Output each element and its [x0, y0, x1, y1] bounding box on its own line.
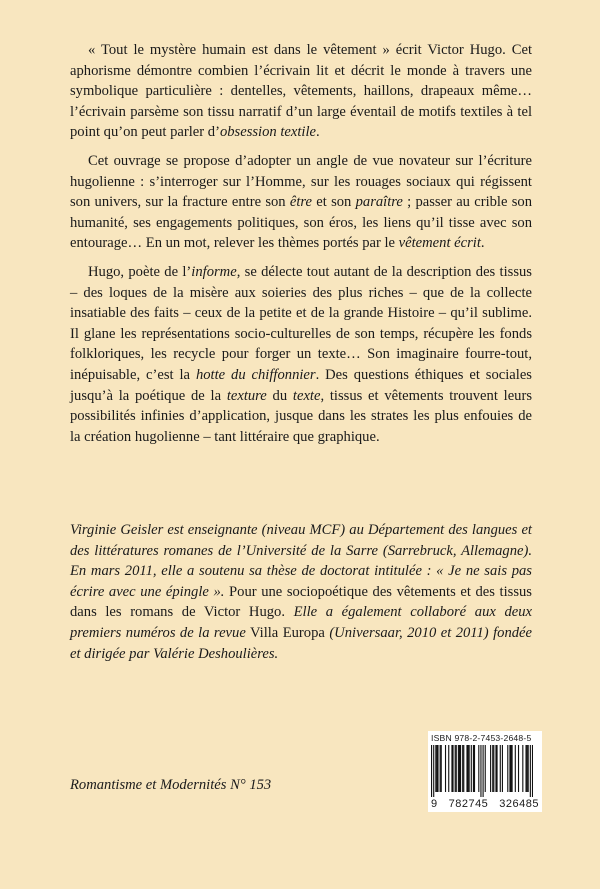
- barcode-bar: [480, 745, 481, 797]
- italic-run-5: vêtement écrit: [398, 235, 481, 252]
- barcode-bar: [458, 745, 459, 792]
- italic-run-5: texture: [226, 387, 267, 404]
- barcode-bar: [468, 745, 469, 792]
- italic-run-4: (Universaar, 2010 et 2011) fondée et dirigée par Valérie Deshoulières.: [70, 624, 533, 662]
- italic-run-1: informe: [191, 263, 237, 280]
- barcode-bar: [528, 745, 529, 792]
- barcode-bar: [460, 745, 461, 792]
- barcode-bar: [493, 745, 494, 792]
- barcode-bar: [441, 745, 442, 792]
- barcode-bar: [496, 745, 497, 792]
- italic-run-0: Virginie Geisler est enseignante (niveau MCF) au Département des langues et des littératures romanes de l’Université de la Sarre (Sarrebruck, Allemagne). En mars 2011, elle a soutenu sa thèse de doctorat intitulée : « Je ne sais pas écrire avec une épingle ».: [70, 522, 532, 600]
- text-run-0: Cet ouvrage se propose d’adopter un angle de vue novateur sur l’écriture hugolienne : s’interroger sur l’Homme, sur les rouages sociaux qui régissent son univers, sur la fracture entre son: [70, 152, 532, 211]
- text-run-4: . Des questions éthiques et sociales jusqu’à la poétique de la: [70, 366, 532, 404]
- barcode-bar: [525, 745, 526, 792]
- barcode-bar: [436, 745, 437, 792]
- ean-first-digit: 9: [431, 798, 438, 810]
- text-run-2: et son: [312, 194, 356, 211]
- barcode-bar: [530, 745, 531, 797]
- barcode-bar: [490, 745, 491, 792]
- italic-run-3: hotte du chiffonnier: [195, 366, 316, 383]
- barcode-bar: [527, 745, 528, 792]
- barcode-bar: [474, 745, 475, 792]
- text-run-8: , tissus et vêtements trouvent leurs possibilités infinies d’application, jusque dans les strates les plus enfouies de la création hugolienne – tant littéraire que graphique.: [70, 387, 533, 445]
- text-run-0: « Tout le mystère humain est dans le vêtement » écrit Victor Hugo. Cet aphorisme démontre combien l’écrivain lit et décrit le monde à travers une symbolique particulière : dentelles, vêtements, haillons, drapeaux même… l’écrivain parsème son tissu narratif d’un large éventail de motifs textiles à tel point qu’on peut parler d’: [70, 42, 532, 141]
- paragraph-3: [70, 262, 532, 447]
- barcode-bar: [469, 745, 470, 792]
- italic-run-3: paraître: [355, 194, 403, 211]
- barcode-bar: [518, 745, 519, 792]
- barcode-bar: [448, 745, 449, 792]
- text-run-0: Hugo, poète de l’: [88, 263, 192, 280]
- barcode-bar: [492, 745, 493, 792]
- ean-digits: [431, 798, 539, 810]
- barcode-bar: [452, 745, 453, 792]
- barcode-bar: [459, 745, 460, 792]
- paragraph-2: [70, 151, 532, 254]
- series-label: Romantisme et Modernités N° 153: [70, 777, 272, 793]
- barcode-bar: [471, 745, 472, 792]
- author-bio-text: [70, 520, 532, 664]
- paragraph-1: [70, 40, 532, 143]
- barcode-bar: [495, 745, 496, 792]
- barcode-bar: [485, 745, 486, 792]
- barcode-bar: [502, 745, 503, 792]
- barcode-bar: [473, 745, 474, 792]
- barcode-bar: [455, 745, 456, 792]
- isbn-label: ISBN 978-2-7453-2648-5: [431, 733, 532, 743]
- barcode-bar: [512, 745, 513, 792]
- barcode-bar: [437, 745, 438, 792]
- barcode-bar: [463, 745, 464, 792]
- barcode-bar: [440, 745, 441, 792]
- barcode-bar: [431, 745, 432, 797]
- text-run-3: Villa Europa: [245, 624, 330, 641]
- author-bio: [70, 520, 532, 664]
- barcode-bar: [456, 745, 457, 792]
- barcode-bar: [532, 745, 533, 797]
- ean-left-group: 782745: [448, 798, 489, 810]
- barcode-bar: [445, 745, 446, 792]
- barcode-bar: [483, 745, 484, 797]
- text-run-4: ; passer au crible son humanité, ses engagements politiques, son éros, les liens qu’il tisse avec son entourage… En un mot, relever les thèmes portés par le: [70, 194, 532, 252]
- barcode: [428, 731, 542, 812]
- barcode-bar: [522, 745, 523, 792]
- barcode-bar: [510, 745, 511, 792]
- blurb-text: [70, 40, 532, 455]
- italic-run-1: obsession textile: [219, 124, 317, 141]
- barcode-bar: [515, 745, 516, 792]
- text-run-2: .: [316, 124, 320, 141]
- text-run-1: Pour une sociopoétique des vêtements et des tissus dans les romans de Victor Hugo.: [70, 583, 532, 621]
- barcode-bar: [433, 745, 434, 797]
- barcode-bar: [451, 745, 452, 792]
- barcode-bar: [509, 745, 510, 792]
- italic-run-2: Elle a également collaboré aux deux premiers numéros de la revue: [70, 604, 533, 641]
- text-run-2: , se délecte tout autant de la description des tissus – des loques de la misère aux soieries des plus riches – que de la collecte insatiable des faits – ceux de la petite et de la grande Histoire – qu’il sublime. Il glane les représentations socio-culturelles de son temps, récupère les fonds folkloriques, les recycle pour forger un texte… Son imaginaire fourre-tout, inépuisable, c’est la: [70, 263, 532, 383]
- barcode-bar: [500, 745, 501, 792]
- text-run-6: .: [480, 235, 485, 252]
- barcode-bar: [466, 745, 467, 792]
- barcode-bar: [435, 745, 436, 792]
- italic-run-7: texte: [292, 387, 321, 404]
- barcode-bars: [431, 745, 533, 797]
- italic-run-1: être: [289, 194, 313, 211]
- barcode-bar: [507, 745, 508, 792]
- text-run-6: du: [266, 387, 293, 404]
- barcode-bar: [462, 745, 463, 792]
- barcode-bar: [478, 745, 479, 792]
- ean-right-group: 326485: [499, 798, 539, 810]
